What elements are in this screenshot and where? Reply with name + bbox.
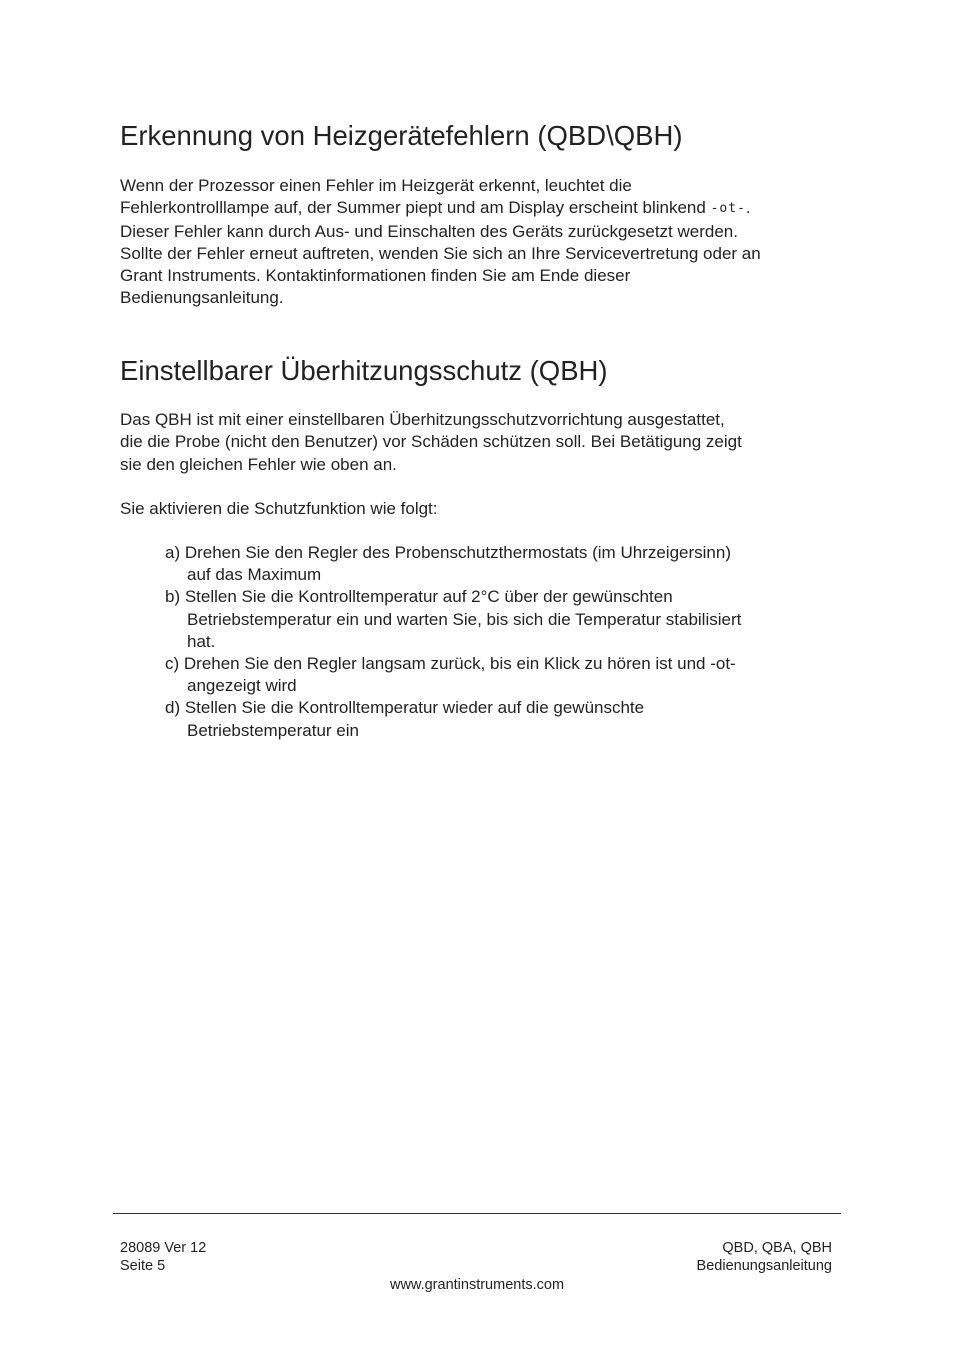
footer-products: QBD, QBA, QBH	[722, 1240, 832, 1256]
list-item: d) Stellen Sie die Kontrolltemperatur wieder auf die gewünschte Betriebstemperatur ein	[165, 698, 645, 740]
display-code: -ot-	[710, 201, 746, 217]
paragraph-line: Wenn der Prozessor einen Fehler im Heizgerät erkennt, leuchtet die	[120, 176, 632, 195]
footer-page-number: Seite 5	[120, 1258, 166, 1274]
paragraph-line: Dieser Fehler kann durch Aus- und Einschalten des Geräts zurückgesetzt werden.	[120, 221, 738, 241]
list-item: c) Drehen Sie den Regler langsam zurück, bis ein Klick zu hören ist und -ot- angezeigt wird	[165, 654, 736, 696]
list-item: a) Drehen Sie den Regler des Probenschutzthermostats (im Uhrzeigersinn) auf das Maximum	[165, 543, 731, 585]
heater-fault-paragraph	[120, 175, 850, 310]
paragraph-line: Grant Instruments. Kontaktinformationen finden Sie am Ende dieser	[120, 266, 631, 286]
activation-steps-list	[165, 542, 845, 742]
paragraph-line: sie den gleichen Fehler wie oben an.	[120, 454, 397, 474]
footer-website: www.grantinstruments.com	[389, 1277, 565, 1293]
activation-lead-paragraph	[120, 498, 850, 520]
paragraph-line: Sie aktivieren die Schutzfunktion wie folgt:	[120, 499, 438, 518]
paragraph-line: die die Probe (nicht den Benutzer) vor Schäden schützen soll. Bei Betätigung zeigt	[120, 432, 742, 452]
footer-divider	[113, 1213, 841, 1214]
paragraph-line: Fehlerkontrolllampe auf, der Summer piept und am Display erscheint blinkend -ot-.	[120, 198, 751, 218]
paragraph-line: Sollte der Fehler erneut auftreten, wenden Sie sich an Ihre Servicevertretung oder an	[120, 243, 761, 263]
section-heading-heater-fault: Erkennung von Heizgerätefehlern (QBD\QBH)	[120, 120, 683, 151]
footer-doc-number: 28089 Ver 12	[120, 1240, 207, 1256]
paragraph-line: Das QBH ist mit einer einstellbaren Überhitzungsschutzvorrichtung ausgestattet,	[120, 410, 725, 429]
paragraph-line: Bedienungsanleitung.	[120, 288, 284, 308]
overheat-intro-paragraph	[120, 409, 850, 476]
footer-manual-title: Bedienungsanleitung	[696, 1258, 832, 1274]
section-heading-overheat-protection: Einstellbarer Überhitzungsschutz (QBH)	[120, 355, 608, 386]
list-item: b) Stellen Sie die Kontrolltemperatur auf 2°C über der gewünschten Betriebstemperatur ein und warten Sie, bis sich die Temperatur stabilisiert hat.	[165, 587, 742, 651]
